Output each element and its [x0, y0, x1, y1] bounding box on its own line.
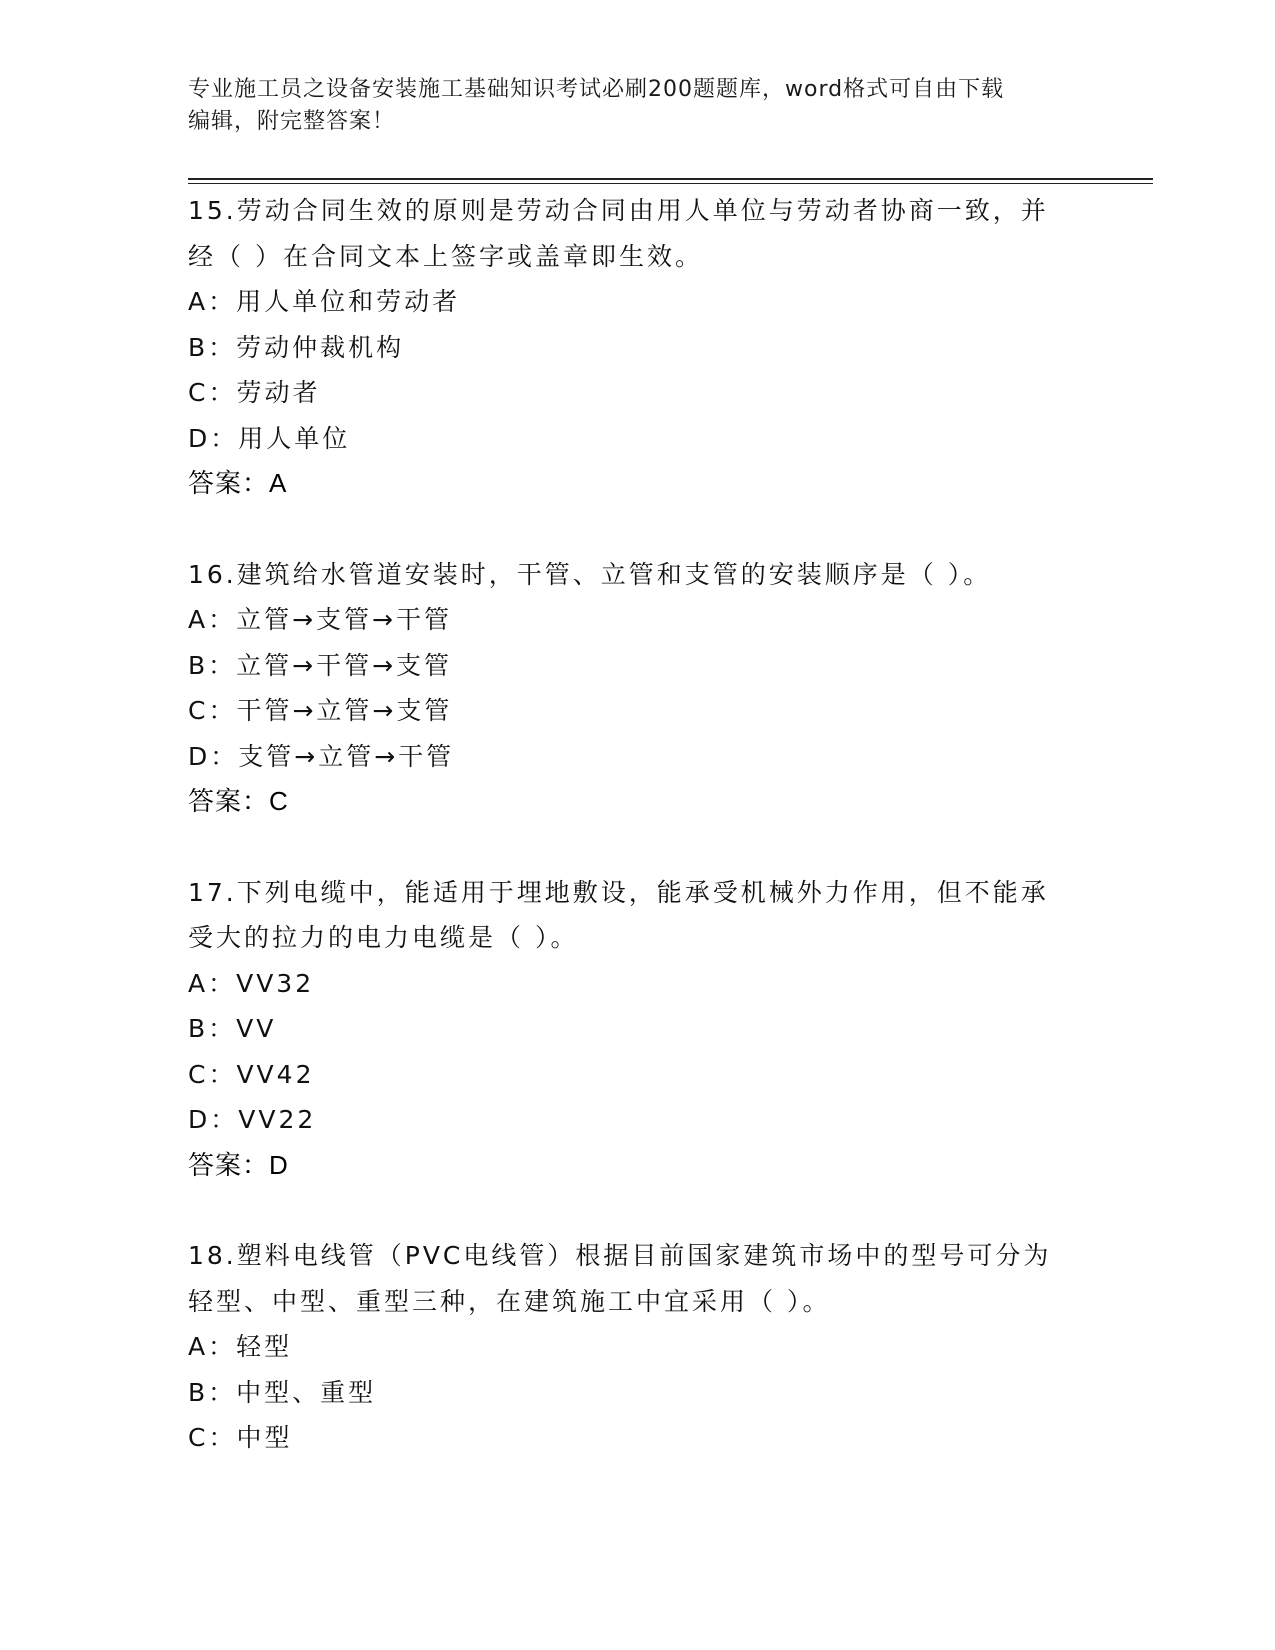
question-16	[188, 552, 1088, 825]
question-stem: 16.建筑给水管道安装时，干管、立管和支管的安装顺序是（ ）。	[188, 559, 992, 589]
question-stem: 15.劳动合同生效的原则是劳动合同由用人单位与劳动者协商一致，并	[188, 196, 1049, 225]
option-d: D：支管→立管→干管	[188, 741, 455, 771]
option-a: A：立管→支管→干管	[188, 605, 452, 634]
option-c: C：VV42	[188, 1059, 315, 1089]
document-header	[188, 74, 1088, 138]
answer-line: 答案：A	[188, 468, 288, 498]
option-d: D：用人单位	[188, 423, 351, 453]
option-c: C：干管→立管→支管	[188, 696, 453, 725]
question-15	[188, 188, 1088, 507]
option-a: A：用人单位和劳动者	[188, 287, 461, 316]
question-stem: 17.下列电缆中，能适用于埋地敷设，能承受机械外力作用，但不能承	[188, 877, 1049, 907]
answer-line: 答案：D	[188, 1149, 289, 1180]
question-17	[188, 870, 1088, 1189]
header-divider-thin	[188, 183, 1153, 184]
question-stem-continued: 受大的拉力的电力电缆是（ ）。	[188, 923, 579, 952]
option-a: A：VV32	[188, 968, 315, 998]
option-b: B：中型、重型	[188, 1377, 377, 1407]
option-a: A：轻型	[188, 1332, 293, 1361]
option-c: C：劳动者	[188, 378, 321, 407]
header-line-2: 编辑，附完整答案！	[188, 109, 396, 134]
question-18	[188, 1233, 1088, 1461]
question-stem-continued: 轻型、中型、重型三种，在建筑施工中宜采用（ ）。	[188, 1286, 831, 1316]
header-divider	[188, 178, 1153, 180]
answer-line: 答案：C	[188, 786, 289, 816]
option-b: B：劳动仲裁机构	[188, 332, 405, 362]
option-b: B：立管→干管→支管	[188, 650, 453, 680]
question-stem: 18.塑料电线管（PVC电线管）根据目前国家建筑市场中的型号可分为	[188, 1241, 1052, 1270]
option-d: D：VV22	[188, 1105, 317, 1134]
option-c: C：中型	[188, 1423, 293, 1452]
question-list	[188, 188, 1088, 1506]
header-line-1: 专业施工员之设备安装施工基础知识考试必刷200题题库，word格式可自由下载	[188, 77, 1005, 102]
question-stem-continued: 经（ ）在合同文本上签字或盖章即生效。	[188, 241, 703, 271]
option-b: B：VV	[188, 1014, 277, 1043]
